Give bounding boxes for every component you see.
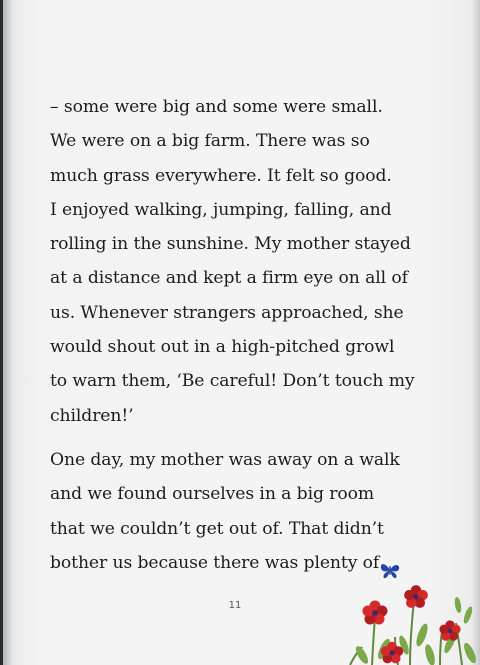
text-line: children!’ [50, 405, 134, 426]
text-line: We were on a big farm. There was so [50, 131, 370, 152]
flower-cluster-icon [340, 575, 480, 665]
paragraph-1 [50, 90, 460, 433]
text-line: much grass everywhere. It felt so good. [50, 165, 392, 186]
page-edge-shadow [472, 0, 480, 665]
body-text [50, 90, 460, 580]
page-number: 11 [228, 600, 242, 611]
text-line: that we couldn’t get out of. That didn’t [50, 518, 384, 539]
text-line: and we found ourselves in a big room [50, 484, 375, 505]
text-line: at a distance and kept a firm eye on all of [50, 268, 408, 289]
text-line: us. Whenever strangers approached, she [50, 302, 404, 323]
text-line: I enjoyed walking, jumping, falling, and [50, 199, 392, 220]
text-line: – some were big and some were small. [50, 97, 383, 117]
text-line: rolling in the sunshine. My mother stayed [50, 234, 411, 255]
text-line: would shout out in a high-pitched growl [50, 337, 395, 358]
text-line: bother us because there was plenty of [50, 552, 380, 573]
text-line: to warn them, ‘Be careful! Don’t touch my [50, 371, 415, 392]
text-line: One day, my mother was away on a walk [50, 449, 400, 470]
spine-shadow [3, 0, 13, 665]
